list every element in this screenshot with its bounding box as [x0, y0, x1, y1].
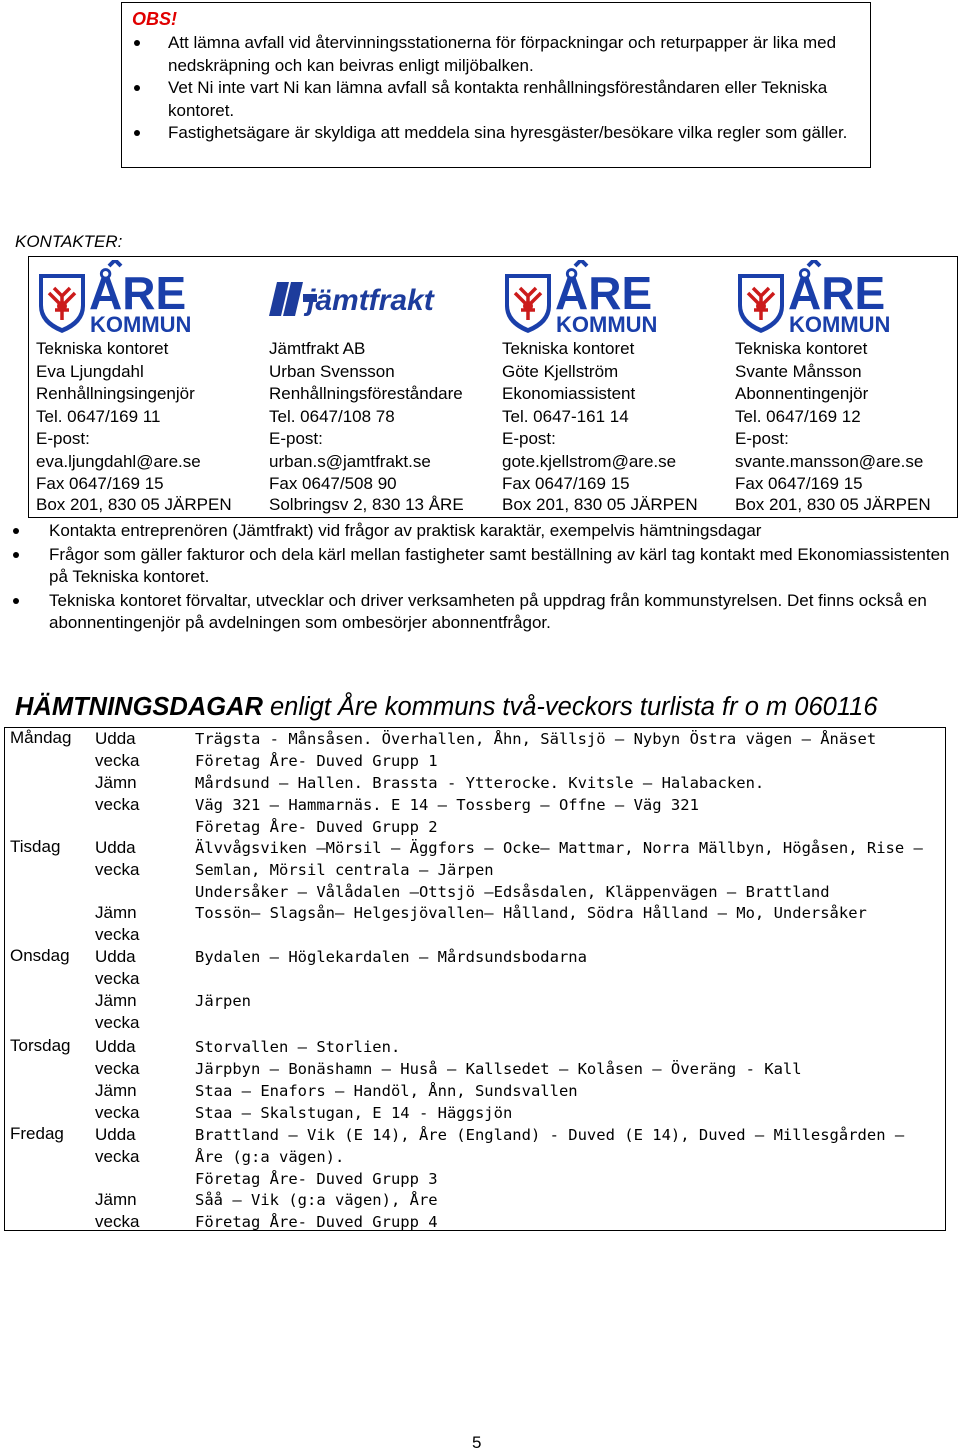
week-parity: Jämn — [95, 991, 137, 1010]
svg-text:ÅRE: ÅRE — [788, 267, 886, 319]
week-label: vecka — [95, 795, 140, 814]
obs-item: Vet Ni inte vart Ni kan lämna avfall så kontakta renhållningsföreståndaren eller Tekniska kontoret. — [122, 77, 862, 122]
svg-text:jämtfrakt: jämtfrakt — [307, 284, 434, 317]
contact-phone: Tel. 0647/169 11 — [36, 406, 161, 426]
contact-column — [728, 257, 957, 517]
route-line: Åre (g:a vägen). — [195, 1148, 345, 1166]
contact-dept: Jämtfrakt AB — [269, 339, 366, 358]
route-line: Storvallen – Storlien. — [195, 1038, 401, 1056]
info-item: Tekniska kontoret förvaltar, utvecklar och driver verksamheten på uppdrag från kommunstyrelsen. Det finns också en abonnentingenjör på avdelningen som ombesörjer abonnentfrågor. — [0, 590, 950, 635]
contact-phone: Tel. 0647/169 12 — [735, 406, 861, 426]
kontakter-title: KONTAKTER: — [15, 232, 123, 251]
week-label: vecka — [95, 1103, 140, 1122]
route-line: Staa – Enafors – Handöl, Ånn, Sundsvallen — [195, 1082, 578, 1100]
route-line: Företag Åre- Duved Grupp 2 — [195, 818, 438, 836]
contact-fax: Fax 0647/169 15 — [36, 474, 164, 493]
week-parity: Udda — [95, 729, 136, 748]
contact-phone: Tel. 0647/108 78 — [269, 406, 395, 426]
route-line: Mårdsund – Hallen. Brassta - Ytterocke. Kvitsle – Halabacken. — [195, 774, 765, 792]
svg-text:ÅRE: ÅRE — [555, 267, 653, 319]
route-line: Såå – Vik (g:a vägen), Åre — [195, 1191, 438, 1209]
week-label: vecka — [95, 1147, 140, 1166]
route-line: Undersåker – Vålådalen –Ottsjö –Edsåsdalen, Kläppenvägen – Brattland — [195, 883, 830, 901]
contact-role: Abonnentingenjör — [735, 384, 869, 403]
contact-column — [29, 257, 261, 517]
jamtfrakt-logo — [267, 260, 492, 334]
week-label: vecka — [95, 969, 140, 988]
contact-column — [262, 257, 494, 517]
week-parity: Jämn — [95, 773, 137, 792]
schedule-day: Måndag — [10, 728, 72, 747]
route-line: Bydalen – Höglekardalen – Mårdsundsbodarna — [195, 948, 587, 966]
week-label: vecka — [95, 751, 140, 770]
schedule-title — [15, 693, 878, 722]
svg-text:KOMMUN: KOMMUN — [556, 312, 658, 334]
are-kommun-logo — [503, 260, 663, 334]
week-parity: Jämn — [95, 1081, 137, 1100]
contact-fax: Fax 0647/169 15 — [735, 474, 863, 493]
schedule-day: Tisdag — [10, 837, 61, 856]
page-number: 5 — [472, 1433, 482, 1452]
contact-role: Ekonomiassistent — [502, 384, 636, 403]
week-label: vecka — [95, 925, 140, 944]
contact-address: Box 201, 830 05 JÄRPEN — [36, 495, 232, 514]
contact-email[interactable]: eva.ljungdahl@are.se — [36, 451, 201, 471]
contact-dept: Tekniska kontoret — [502, 339, 635, 358]
svg-text:ÅRE: ÅRE — [89, 267, 187, 319]
contact-role: Renhållningsingenjör — [36, 384, 195, 403]
route-line: Företag Åre- Duved Grupp 1 — [195, 752, 438, 770]
contact-email[interactable]: gote.kjellstrom@are.se — [502, 451, 677, 471]
route-line: Järpen — [195, 992, 251, 1010]
week-label: vecka — [95, 860, 140, 879]
contact-fax: Fax 0647/169 15 — [502, 474, 630, 493]
obs-item: Att lämna avfall vid återvinningsstationerna för förpackningar och returpapper är lika med nedskräpning och kan beivras enligt miljöbalken. — [122, 32, 862, 77]
info-item: Frågor som gäller fakturor och dela kärl mellan fastigheter samt beställning av kärl tag kontakt med Ekonomiassistenten på Tekniska kontoret. — [0, 544, 950, 589]
contact-email-label: E-post: — [36, 429, 90, 448]
obs-list — [122, 32, 862, 145]
week-label: vecka — [95, 1013, 140, 1032]
contact-fax: Fax 0647/508 90 — [269, 474, 397, 493]
contact-name: Eva Ljungdahl — [36, 361, 144, 381]
week-parity: Udda — [95, 1037, 136, 1056]
route-line: Staa – Skalstugan, E 14 - Häggsjön — [195, 1104, 513, 1122]
contact-email[interactable]: urban.s@jamtfrakt.se — [269, 451, 431, 471]
week-parity: Udda — [95, 838, 136, 857]
week-label: vecka — [95, 1212, 140, 1231]
contacts-table — [28, 256, 958, 518]
route-line: Brattland – Vik (E 14), Åre (England) - Duved (E 14), Duved – Millesgården – — [195, 1126, 905, 1144]
route-line: Väg 321 – Hammarnäs. E 14 – Tossberg – Offne – Väg 321 — [195, 796, 699, 814]
are-kommun-logo — [736, 260, 896, 334]
contact-column — [495, 257, 727, 517]
svg-text:KOMMUN: KOMMUN — [789, 312, 891, 334]
contact-email-label: E-post: — [502, 429, 556, 448]
route-line: Järpbyn – Bonäshamn – Huså – Kallsedet – Kolåsen – Överäng - Kall — [195, 1060, 802, 1078]
contact-role: Renhållningsföreståndare — [269, 384, 463, 403]
contact-address: Box 201, 830 05 JÄRPEN — [735, 495, 931, 514]
obs-box — [121, 2, 871, 168]
contact-address: Box 201, 830 05 JÄRPEN — [502, 495, 698, 514]
week-label: vecka — [95, 1059, 140, 1078]
schedule-title-bold: HÄMTNINGSDAGAR — [15, 693, 263, 721]
schedule-day: Torsdag — [10, 1036, 71, 1055]
contact-phone: Tel. 0647-161 14 — [502, 406, 629, 426]
info-item: Kontakta entreprenören (Jämtfrakt) vid frågor av praktisk karaktär, exempelvis hämtningsdagar — [0, 520, 950, 543]
obs-item: Fastighetsägare är skyldiga att meddela sina hyresgäster/besökare vilka regler som gäller. — [122, 122, 862, 145]
contact-email[interactable]: svante.mansson@are.se — [735, 451, 924, 471]
contact-dept: Tekniska kontoret — [36, 339, 169, 358]
contact-name: Göte Kjellström — [502, 361, 619, 381]
contact-email-label: E-post: — [735, 429, 789, 448]
week-parity: Udda — [95, 1125, 136, 1144]
route-line: Företag Åre- Duved Grupp 3 — [195, 1170, 438, 1188]
contact-name: Urban Svensson — [269, 361, 395, 381]
schedule-title-rest: enligt Åre kommuns två-veckors turlista fr o m 060116 — [262, 693, 878, 721]
schedule-table — [4, 727, 946, 1231]
route-line: Älvvågsviken –Mörsil – Äggfors – Ocke– Mattmar, Norra Mällbyn, Högåsen, Rise – — [195, 839, 923, 857]
route-line: Företag Åre- Duved Grupp 4 — [195, 1213, 438, 1231]
contact-dept: Tekniska kontoret — [735, 339, 868, 358]
route-line: Tossön– Slagsån– Helgesjövallen– Hålland, Södra Hålland – Mo, Undersåker — [195, 904, 867, 922]
contact-name: Svante Månsson — [735, 361, 862, 381]
schedule-day: Fredag — [10, 1124, 64, 1143]
week-parity: Jämn — [95, 903, 137, 922]
contact-address: Solbringsv 2, 830 13 ÅRE — [269, 495, 464, 514]
svg-text:KOMMUN: KOMMUN — [90, 312, 192, 334]
route-line: Semlan, Mörsil centrala – Järpen — [195, 861, 494, 879]
obs-title: OBS! — [132, 9, 177, 29]
contact-email-label: E-post: — [269, 429, 323, 448]
route-line: Trägsta - Månsåsen. Överhallen, Åhn, Sällsjö – Nybyn Östra vägen – Ånäset — [195, 730, 877, 748]
are-kommun-logo — [37, 260, 197, 334]
schedule-day: Onsdag — [10, 946, 70, 965]
week-parity: Jämn — [95, 1190, 137, 1209]
week-parity: Udda — [95, 947, 136, 966]
info-list — [0, 520, 950, 636]
